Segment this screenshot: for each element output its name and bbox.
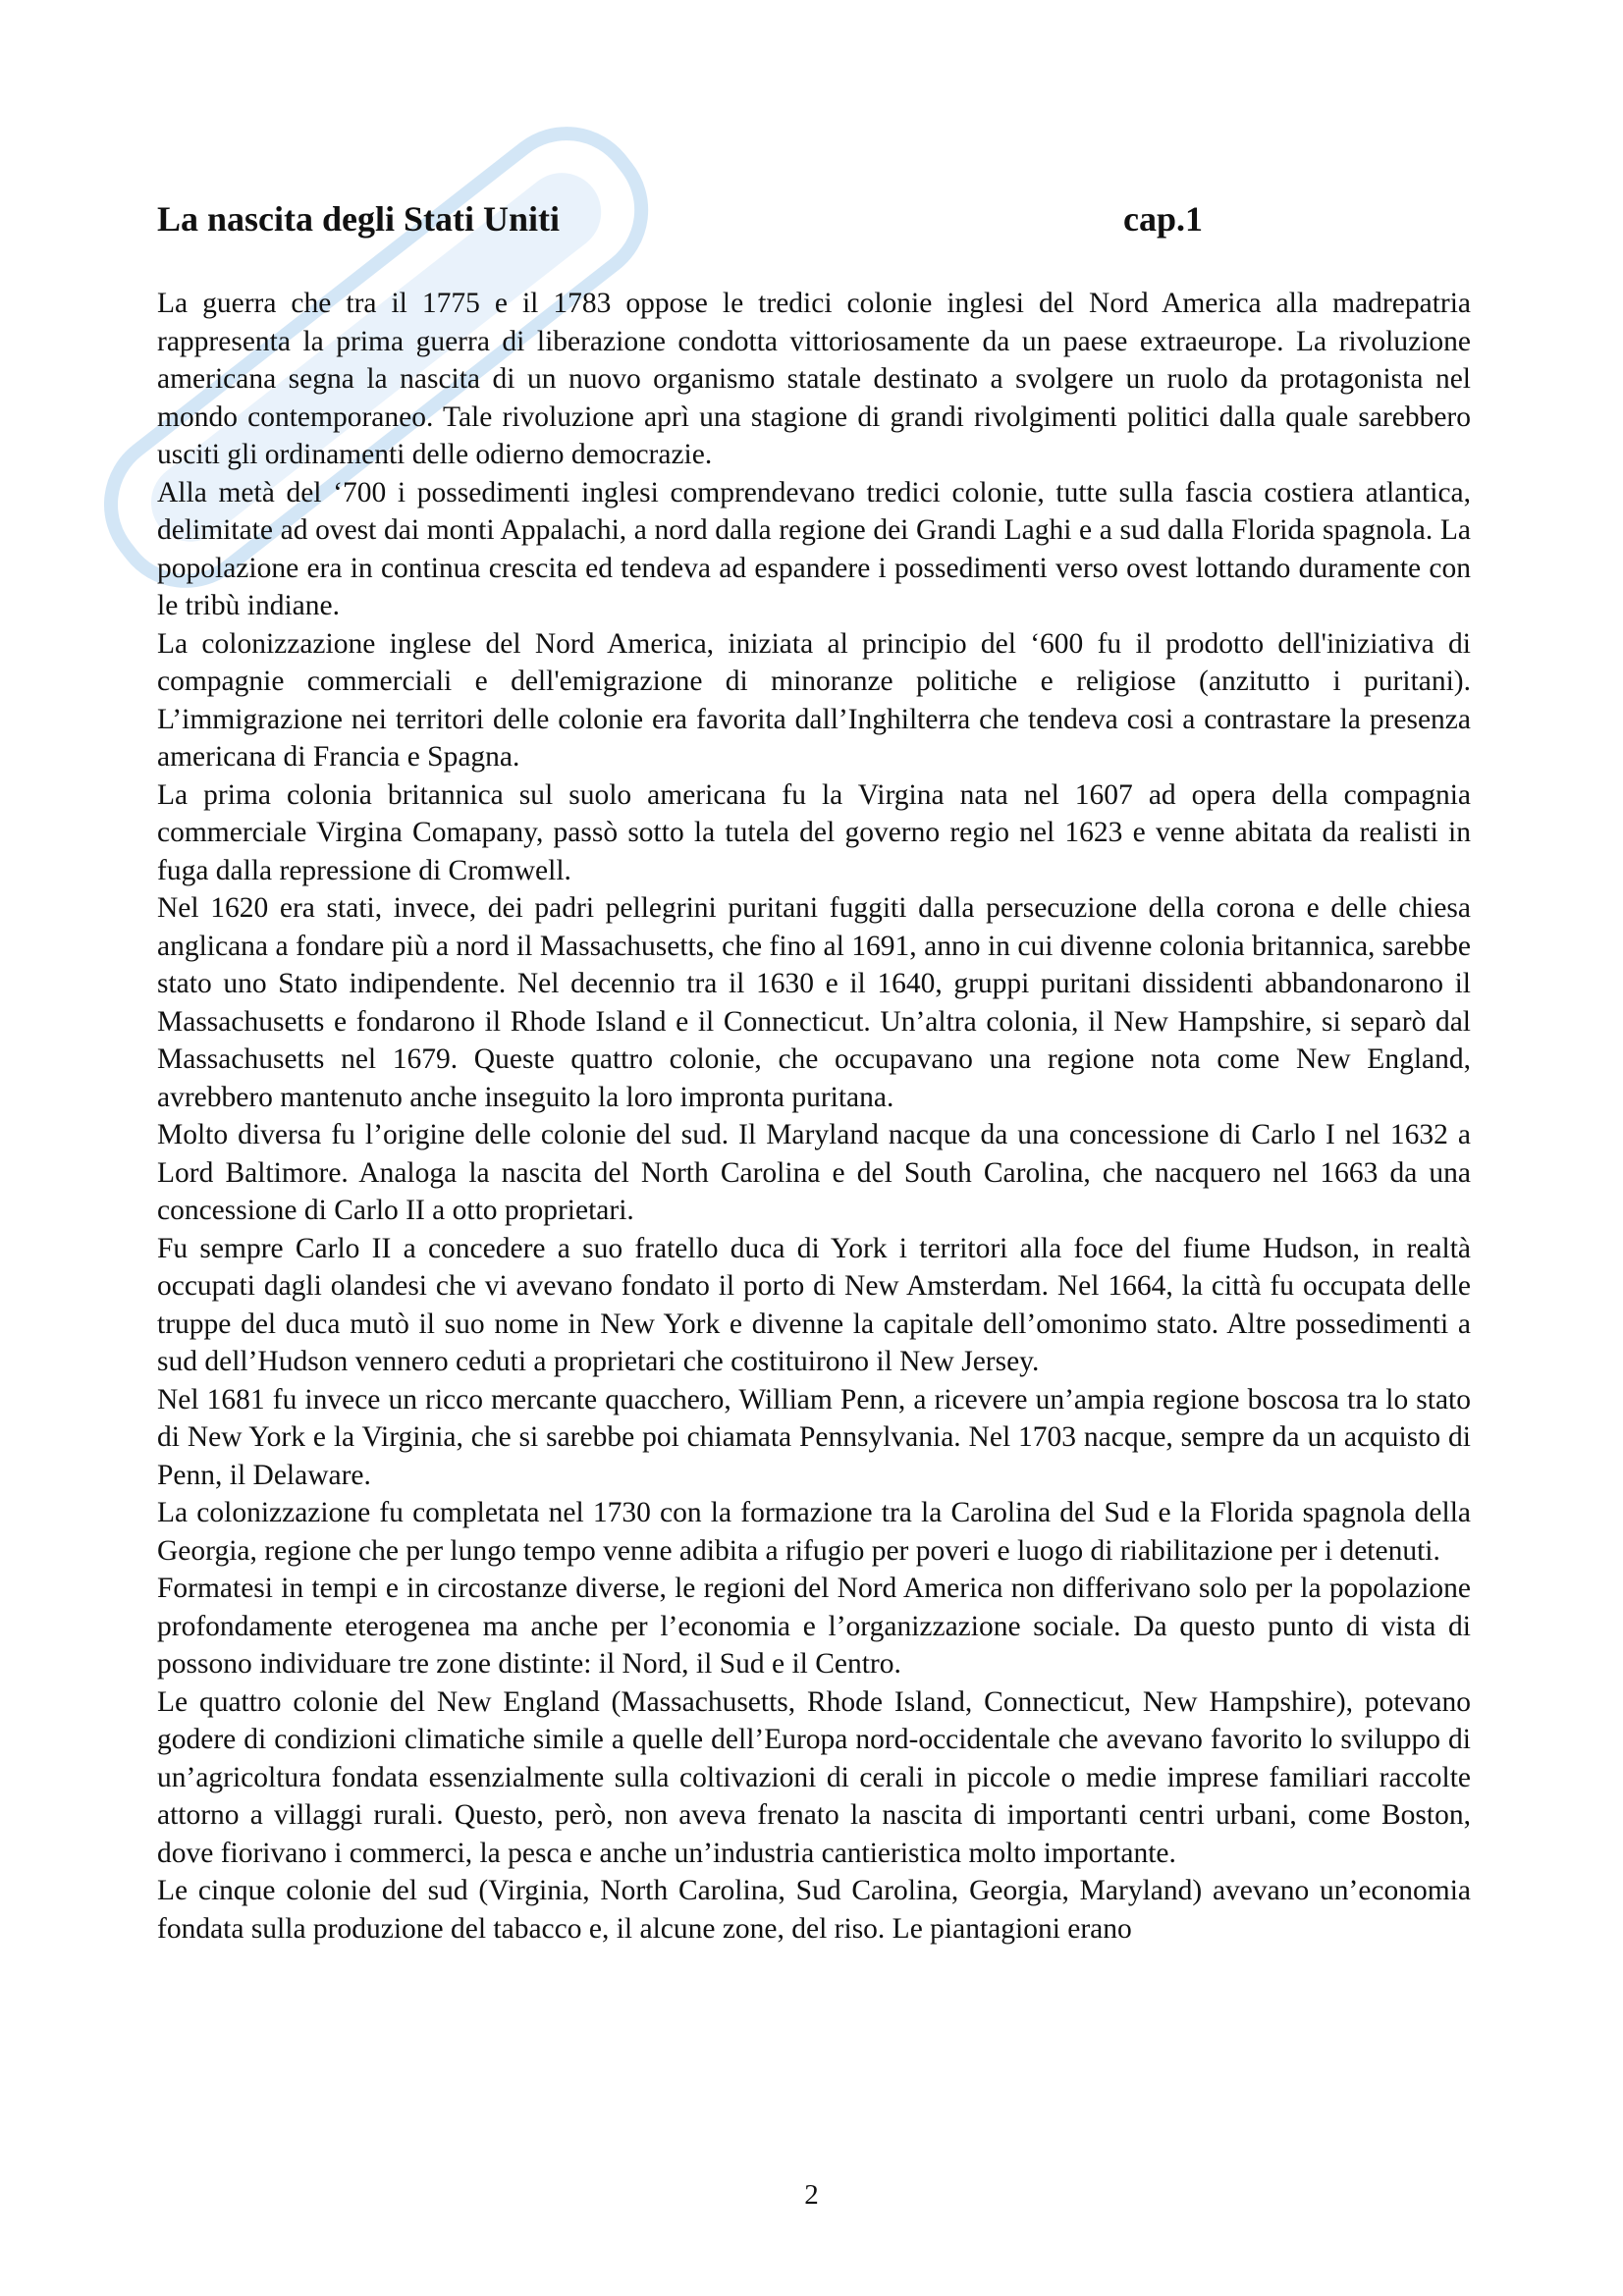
paragraph-9: La colonizzazione fu completata nel 1730 con la formazione tra la Carolina del Sud e la Florida spagnola della Georgia, regione che per lungo tempo venne adibita a rifugio per poveri e luogo di riabilitazione per i detenuti.	[157, 1497, 1471, 1567]
paragraph-8: Nel 1681 fu invece un ricco mercante quacchero, William Penn, a ricevere un’ampia regione boscosa tra lo stato di New York e la Virginia, che si sarebbe poi chiamata Pennsylvania. Nel 1703 nacque, sempre da un acquisto di Penn, il Delaware.	[157, 1383, 1471, 1491]
paragraph-2: Alla metà del ‘700 i possedimenti inglesi comprendevano tredici colonie, tutte sulla fascia costiera atlantica, delimitate ad ovest dai monti Appalachi, a nord dalla regione dei Grandi Laghi e a sud dalla Florida spagnola. La popolazione era in continua crescita ed tendeva ad espandere i possedimenti verso ovest lottando duramente con le tribù indiane.	[157, 476, 1471, 621]
chapter-label: cap.1	[1123, 199, 1203, 239]
paragraph-1: La guerra che tra il 1775 e il 1783 oppose le tredici colonie inglesi del Nord America alla madrepatria rappresenta la prima guerra di liberazione condotta vittoriosamente da un paese extraeurope. La rivoluzione americana segna la nascita di un nuovo organismo statale destinato a svolgere un ruolo da protagonista nel mondo contemporaneo. Tale rivoluzione aprì una stagione di grandi rivolgimenti politici dalla quale sarebbero usciti gli ordinamenti delle odierno democrazie.	[157, 288, 1471, 470]
page-number: 2	[804, 2179, 819, 2211]
paragraph-7: Fu sempre Carlo II a concedere a suo fratello duca di York i territori alla foce del fiume Hudson, in realtà occupati dagli olandesi che vi avevano fondato il porto di New Amsterdam. Nel 1664, la città fu occupata delle truppe del duca mutò il suo nome in New York e divenne la capitale dell’omonimo stato. Altre possedimenti a sud dell’Hudson vennero ceduti a proprietari che costituirono il New Jersey.	[157, 1232, 1471, 1377]
paragraph-4: La prima colonia britannica sul suolo americana fu la Virgina nata nel 1607 ad opera della compagnia commerciale Virgina Comapany, passò sotto la tutela del governo regio nel 1623 e venne abitata da realisti in fuga dalla repressione di Cromwell.	[157, 778, 1471, 886]
header-row	[157, 194, 1217, 243]
paragraph-10: Formatesi in tempi e in circostanze diverse, le regioni del Nord America non differivano solo per la popolazione profondamente eterogenea ma anche per l’economia e l’organizzazione sociale. Da questo punto di vista di possono individuare tre zone distinte: il Nord, il Sud e il Centro.	[157, 1573, 1471, 1680]
body-text	[157, 285, 1471, 1948]
paragraph-6: Molto diversa fu l’origine delle colonie del sud. Il Maryland nacque da una concessione di Carlo I nel 1632 a Lord Baltimore. Analoga la nascita del North Carolina e del South Carolina, che nacquero nel 1663 da una concessione di Carlo II a otto proprietari.	[157, 1119, 1471, 1226]
paragraph-11: Le quattro colonie del New England (Massachusetts, Rhode Island, Connecticut, New Hampshire), potevano godere di condizioni climatiche simile a quelle dell’Europa nord-occidentale che avevano favorito lo sviluppo di un’agricoltura fondata essenzialmente sulla coltivazioni di cerali in piccole o medie imprese familiari raccolte attorno a villaggi rurali. Questo, però, non aveva frenato la nascita di importanti centri urbani, come Boston, dove fiorivano i commerci, la pesca e anche un’industria cantieristica molto importante.	[157, 1685, 1471, 1869]
paragraph-12: Le cinque colonie del sud (Virginia, North Carolina, Sud Carolina, Georgia, Maryland) avevano un’economia fondata sulla produzione del tabacco e, il alcune zone, del riso. Le piantagioni erano	[157, 1875, 1471, 1945]
paragraph-3: La colonizzazione inglese del Nord America, iniziata al principio del ‘600 fu il prodotto dell'iniziativa di compagnie commerciali e dell'emigrazione di minoranze politiche e religiose (anzitutto i puritani). L’immigrazione nei territori delle colonie era favorita dall’Inghilterra che tendeva cosi a contrastare la presenza americana di Francia e Spagna.	[157, 627, 1471, 773]
paragraph-5: Nel 1620 era stati, invece, dei padri pellegrini puritani fuggiti dalla persecuzione della corona e delle chiesa anglicana a fondare più a nord il Massachusetts, che fino al 1691, anno in cui divenne colonia britannica, sarebbe stato uno Stato indipendente. Nel decennio tra il 1630 e il 1640, gruppi puritani dissidenti abbandonarono il Massachusetts e fondarono il Rhode Island e il Connecticut. Un’altra colonia, il New Hampshire, si separò dal Massachusetts nel 1679. Queste quattro colonie, che occupavano una regione nota come New England, avrebbero mantenuto anche inseguito la loro impronta puritana.	[157, 892, 1471, 1113]
page-title: La nascita degli Stati Uniti	[157, 199, 561, 239]
